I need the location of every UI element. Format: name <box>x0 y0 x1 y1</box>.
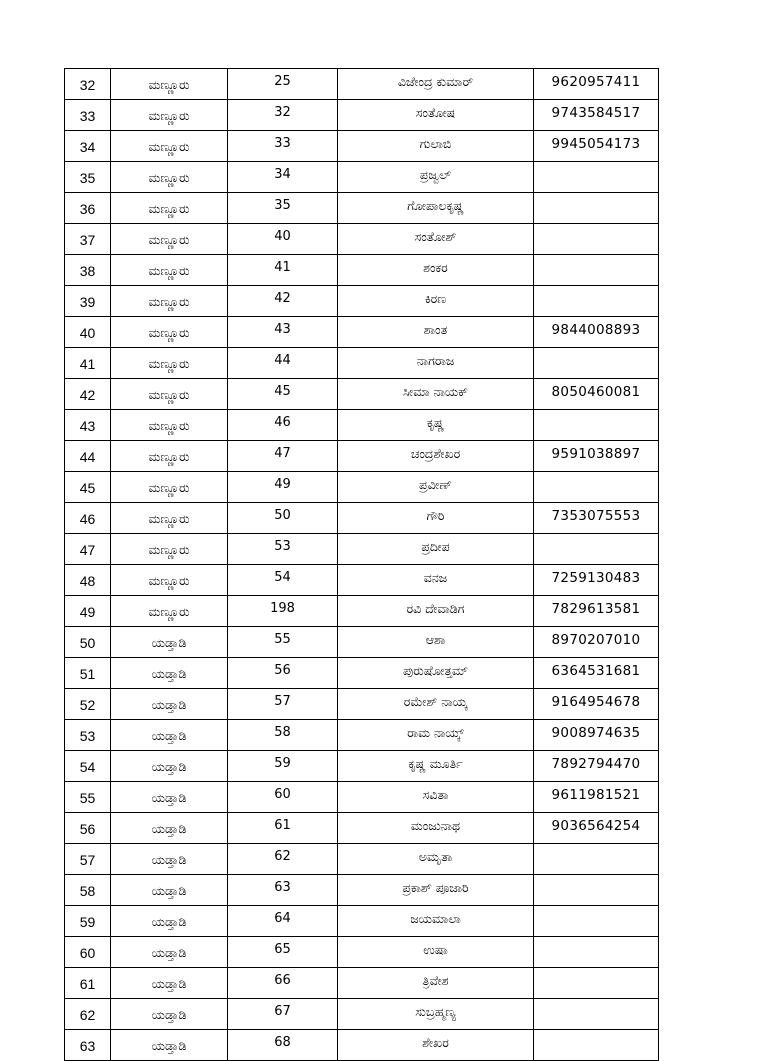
person-name-cell: ಚಂದ್ರಶೇಖರ <box>338 441 534 472</box>
house-number-cell: 44 <box>228 348 338 379</box>
house-number-cell: 40 <box>228 224 338 255</box>
table-row <box>65 317 659 348</box>
village-cell: ಮಣ್ಣೂರು <box>111 534 228 565</box>
village-cell: ಯಡ್ತಾಡಿ <box>111 627 228 658</box>
village-cell: ಮಣ್ಣೂರು <box>111 100 228 131</box>
village-cell: ಯಡ್ತಾಡಿ <box>111 875 228 906</box>
phone-number-cell <box>534 410 659 441</box>
phone-number-cell: 9844008893 <box>534 317 659 348</box>
person-name-cell: ರಮೇಶ್ ನಾಯ್ಕ <box>338 689 534 720</box>
table-row <box>65 1030 659 1061</box>
phone-number-cell <box>534 193 659 224</box>
house-number-cell: 32 <box>228 100 338 131</box>
table-row <box>65 193 659 224</box>
phone-number-cell: 9611981521 <box>534 782 659 813</box>
person-name-cell: ಪುರುಷೋತ್ತಮ್ <box>338 658 534 689</box>
house-number-cell: 45 <box>228 379 338 410</box>
house-number-cell: 198 <box>228 596 338 627</box>
table-row <box>65 162 659 193</box>
village-cell: ಯಡ್ತಾಡಿ <box>111 906 228 937</box>
phone-number-cell <box>534 1030 659 1061</box>
phone-number-cell <box>534 255 659 286</box>
phone-number-cell <box>534 472 659 503</box>
table-row <box>65 379 659 410</box>
person-name-cell: ಗೋಪಾಲಕೃಷ್ಣ <box>338 193 534 224</box>
table-row <box>65 689 659 720</box>
table-row <box>65 658 659 689</box>
person-name-cell: ಶೇಖರ <box>338 1030 534 1061</box>
person-name-cell: ಪ್ರದೀಪ <box>338 534 534 565</box>
serial-number-cell: 58 <box>65 875 111 906</box>
table-row <box>65 999 659 1030</box>
serial-number-cell: 42 <box>65 379 111 410</box>
village-cell: ಯಡ್ತಾಡಿ <box>111 1030 228 1061</box>
village-cell: ಮಣ್ಣೂರು <box>111 162 228 193</box>
village-cell: ಮಣ್ಣೂರು <box>111 255 228 286</box>
person-name-cell: ಪ್ರಜ್ವಲ್ <box>338 162 534 193</box>
serial-number-cell: 41 <box>65 348 111 379</box>
table-row <box>65 131 659 162</box>
serial-number-cell: 51 <box>65 658 111 689</box>
house-number-cell: 34 <box>228 162 338 193</box>
phone-number-cell: 9164954678 <box>534 689 659 720</box>
table-row <box>65 596 659 627</box>
serial-number-cell: 32 <box>65 69 111 100</box>
house-number-cell: 47 <box>228 441 338 472</box>
house-number-cell: 63 <box>228 875 338 906</box>
phone-number-cell <box>534 844 659 875</box>
table-row <box>65 534 659 565</box>
house-number-cell: 25 <box>228 69 338 100</box>
person-name-cell: ರಾಮ ನಾಯ್ಕ್ <box>338 720 534 751</box>
village-cell: ಮಣ್ಣೂರು <box>111 379 228 410</box>
serial-number-cell: 33 <box>65 100 111 131</box>
phone-number-cell <box>534 875 659 906</box>
house-number-cell: 58 <box>228 720 338 751</box>
phone-number-cell: 8050460081 <box>534 379 659 410</box>
house-number-cell: 65 <box>228 937 338 968</box>
house-number-cell: 41 <box>228 255 338 286</box>
serial-number-cell: 45 <box>65 472 111 503</box>
table-row <box>65 255 659 286</box>
house-number-cell: 43 <box>228 317 338 348</box>
house-number-cell: 55 <box>228 627 338 658</box>
serial-number-cell: 34 <box>65 131 111 162</box>
serial-number-cell: 47 <box>65 534 111 565</box>
table-row <box>65 441 659 472</box>
table-row <box>65 720 659 751</box>
house-number-cell: 60 <box>228 782 338 813</box>
village-cell: ಮಣ್ಣೂರು <box>111 348 228 379</box>
table-row <box>65 100 659 131</box>
house-number-cell: 56 <box>228 658 338 689</box>
serial-number-cell: 62 <box>65 999 111 1030</box>
serial-number-cell: 46 <box>65 503 111 534</box>
person-name-cell: ಅಮೃತಾ <box>338 844 534 875</box>
person-name-cell: ಸಂತೋಶ್ <box>338 224 534 255</box>
table-row <box>65 410 659 441</box>
village-cell: ಯಡ್ತಾಡಿ <box>111 689 228 720</box>
house-number-cell: 50 <box>228 503 338 534</box>
phone-number-cell: 7829613581 <box>534 596 659 627</box>
village-cell: ಮಣ್ಣೂರು <box>111 317 228 348</box>
house-number-cell: 49 <box>228 472 338 503</box>
house-number-cell: 66 <box>228 968 338 999</box>
serial-number-cell: 55 <box>65 782 111 813</box>
village-cell: ಯಡ್ತಾಡಿ <box>111 968 228 999</box>
serial-number-cell: 60 <box>65 937 111 968</box>
table-row <box>65 813 659 844</box>
phone-number-cell <box>534 348 659 379</box>
village-cell: ಯಡ್ತಾಡಿ <box>111 844 228 875</box>
person-name-cell: ಶಂಕರ <box>338 255 534 286</box>
person-name-cell: ತ್ರಿವೇಶ <box>338 968 534 999</box>
person-name-cell: ಸುಬ್ರಹ್ಮಣ್ಯ <box>338 999 534 1030</box>
serial-number-cell: 38 <box>65 255 111 286</box>
serial-number-cell: 44 <box>65 441 111 472</box>
village-cell: ಯಡ್ತಾಡಿ <box>111 782 228 813</box>
person-name-cell: ಸೀಮಾ ನಾಯಕ್ <box>338 379 534 410</box>
phone-number-cell <box>534 224 659 255</box>
village-cell: ಮಣ್ಣೂರು <box>111 69 228 100</box>
table-row <box>65 472 659 503</box>
table-row <box>65 844 659 875</box>
village-cell: ಮಣ್ಣೂರು <box>111 503 228 534</box>
serial-number-cell: 61 <box>65 968 111 999</box>
person-name-cell: ರವಿ ದೇವಾಡಿಗ <box>338 596 534 627</box>
serial-number-cell: 40 <box>65 317 111 348</box>
person-name-cell: ಕಿರಣ <box>338 286 534 317</box>
village-cell: ಮಣ್ಣೂರು <box>111 472 228 503</box>
phone-number-cell <box>534 162 659 193</box>
table-row <box>65 782 659 813</box>
house-number-cell: 61 <box>228 813 338 844</box>
village-cell: ಯಡ್ತಾಡಿ <box>111 658 228 689</box>
table-row <box>65 906 659 937</box>
table-row <box>65 875 659 906</box>
house-number-cell: 46 <box>228 410 338 441</box>
phone-number-cell <box>534 999 659 1030</box>
house-number-cell: 54 <box>228 565 338 596</box>
house-number-cell: 57 <box>228 689 338 720</box>
serial-number-cell: 43 <box>65 410 111 441</box>
person-name-cell: ಸಂತೋಷ <box>338 100 534 131</box>
house-number-cell: 35 <box>228 193 338 224</box>
phone-number-cell: 9620957411 <box>534 69 659 100</box>
table-row <box>65 69 659 100</box>
village-cell: ಯಡ್ತಾಡಿ <box>111 720 228 751</box>
serial-number-cell: 63 <box>65 1030 111 1061</box>
phone-number-cell: 7259130483 <box>534 565 659 596</box>
serial-number-cell: 53 <box>65 720 111 751</box>
village-cell: ಯಡ್ತಾಡಿ <box>111 813 228 844</box>
house-number-cell: 53 <box>228 534 338 565</box>
village-cell: ಮಣ್ಣೂರು <box>111 565 228 596</box>
phone-number-cell: 6364531681 <box>534 658 659 689</box>
phone-number-cell <box>534 286 659 317</box>
serial-number-cell: 56 <box>65 813 111 844</box>
serial-number-cell: 36 <box>65 193 111 224</box>
village-cell: ಯಡ್ತಾಡಿ <box>111 999 228 1030</box>
house-number-cell: 68 <box>228 1030 338 1061</box>
table-row <box>65 937 659 968</box>
serial-number-cell: 48 <box>65 565 111 596</box>
person-name-cell: ಗುಲಾಬಿ <box>338 131 534 162</box>
table-body <box>65 69 659 1061</box>
phone-number-cell <box>534 906 659 937</box>
phone-number-cell <box>534 534 659 565</box>
village-cell: ಯಡ್ತಾಡಿ <box>111 751 228 782</box>
beneficiary-table <box>64 68 659 1061</box>
table-row <box>65 348 659 379</box>
house-number-cell: 33 <box>228 131 338 162</box>
person-name-cell: ಜಯಮಾಲಾ <box>338 906 534 937</box>
serial-number-cell: 59 <box>65 906 111 937</box>
village-cell: ಮಣ್ಣೂರು <box>111 193 228 224</box>
serial-number-cell: 57 <box>65 844 111 875</box>
table-row <box>65 751 659 782</box>
phone-number-cell <box>534 937 659 968</box>
house-number-cell: 59 <box>228 751 338 782</box>
village-cell: ಮಣ್ಣೂರು <box>111 410 228 441</box>
house-number-cell: 62 <box>228 844 338 875</box>
village-cell: ಮಣ್ಣೂರು <box>111 224 228 255</box>
person-name-cell: ಪ್ರಕಾಶ್ ಪೂಜಾರಿ <box>338 875 534 906</box>
table-row <box>65 224 659 255</box>
person-name-cell: ವನಜ <box>338 565 534 596</box>
phone-number-cell: 9036564254 <box>534 813 659 844</box>
person-name-cell: ಮಂಜುನಾಥ <box>338 813 534 844</box>
person-name-cell: ಆಶಾ <box>338 627 534 658</box>
serial-number-cell: 37 <box>65 224 111 255</box>
serial-number-cell: 54 <box>65 751 111 782</box>
person-name-cell: ನಾಗರಾಜ <box>338 348 534 379</box>
village-cell: ಮಣ್ಣೂರು <box>111 131 228 162</box>
phone-number-cell: 9743584517 <box>534 100 659 131</box>
phone-number-cell: 7892794470 <box>534 751 659 782</box>
house-number-cell: 42 <box>228 286 338 317</box>
table-row <box>65 565 659 596</box>
serial-number-cell: 52 <box>65 689 111 720</box>
person-name-cell: ಶಾಂತ <box>338 317 534 348</box>
phone-number-cell: 9945054173 <box>534 131 659 162</box>
house-number-cell: 67 <box>228 999 338 1030</box>
village-cell: ಮಣ್ಣೂರು <box>111 596 228 627</box>
serial-number-cell: 50 <box>65 627 111 658</box>
phone-number-cell: 9591038897 <box>534 441 659 472</box>
village-cell: ಮಣ್ಣೂರು <box>111 441 228 472</box>
house-number-cell: 64 <box>228 906 338 937</box>
person-name-cell: ಕೃಷ್ಣ <box>338 410 534 441</box>
serial-number-cell: 49 <box>65 596 111 627</box>
table-row <box>65 286 659 317</box>
phone-number-cell: 8970207010 <box>534 627 659 658</box>
phone-number-cell: 9008974635 <box>534 720 659 751</box>
table-row <box>65 627 659 658</box>
village-cell: ಮಣ್ಣೂರು <box>111 286 228 317</box>
person-name-cell: ಉಷಾ <box>338 937 534 968</box>
table-row <box>65 503 659 534</box>
phone-number-cell: 7353075553 <box>534 503 659 534</box>
serial-number-cell: 39 <box>65 286 111 317</box>
person-name-cell: ಸವಿತಾ <box>338 782 534 813</box>
village-cell: ಯಡ್ತಾಡಿ <box>111 937 228 968</box>
person-name-cell: ಕೃಷ್ಣ ಮೂರ್ತಿ <box>338 751 534 782</box>
person-name-cell: ವಿಜೇಂದ್ರ ಕುಮಾರ್ <box>338 69 534 100</box>
person-name-cell: ಪ್ರವೀಣ್ <box>338 472 534 503</box>
person-name-cell: ಗೌರಿ <box>338 503 534 534</box>
serial-number-cell: 35 <box>65 162 111 193</box>
